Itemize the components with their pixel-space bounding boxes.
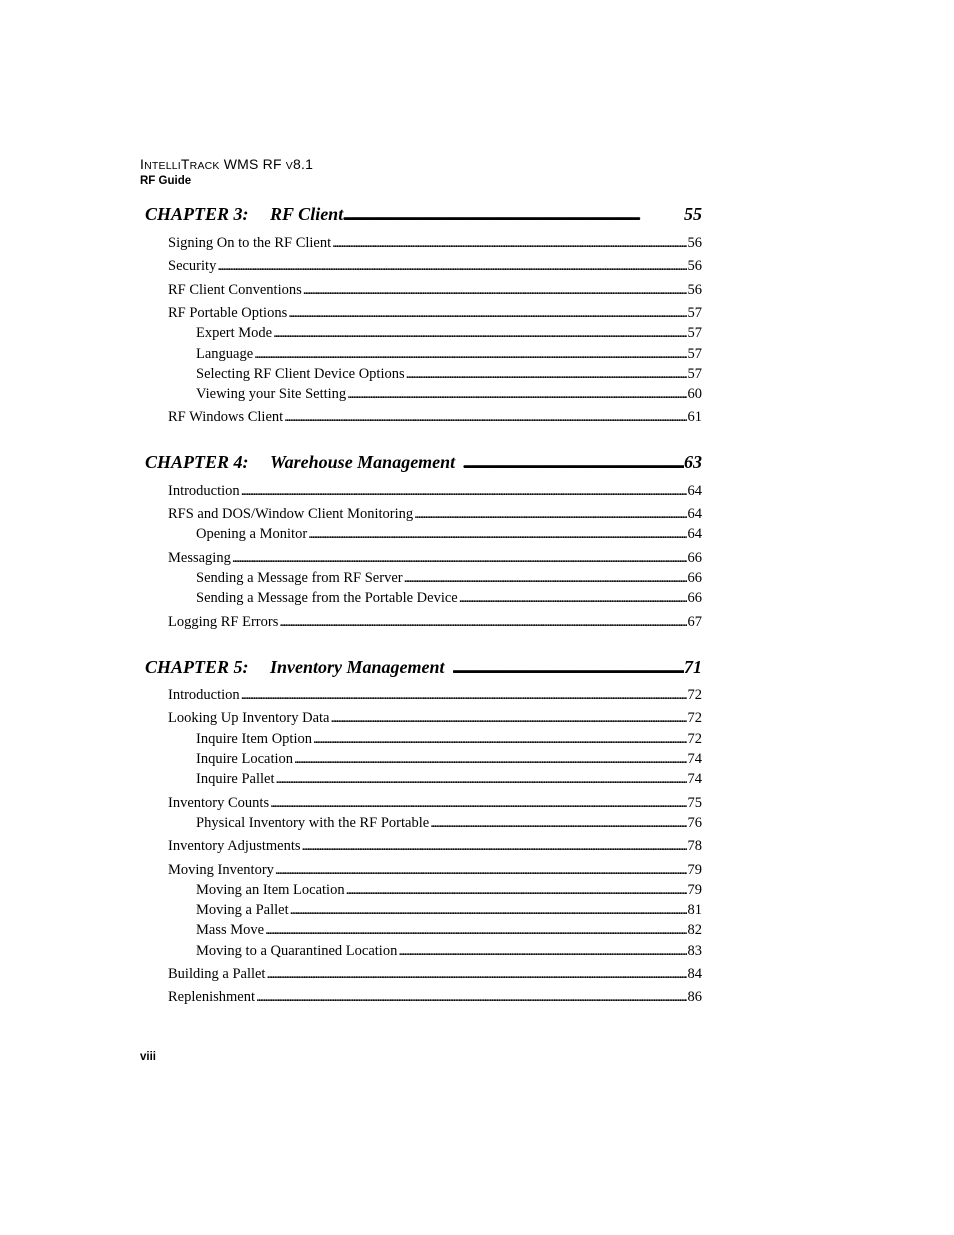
toc-entry-page: 78 <box>687 838 702 854</box>
chapter-title: Warehouse Management <box>270 452 456 472</box>
dot-leader <box>294 751 686 768</box>
toc-entry[interactable] <box>168 282 702 299</box>
running-header-title: INTELLITRACK WMS RF V8.1 <box>140 156 314 172</box>
dot-leader <box>347 386 686 403</box>
toc-entry-page: 57 <box>687 305 702 321</box>
toc-entry-label: Inquire Pallet <box>196 771 275 787</box>
toc-entry-page: 64 <box>687 483 702 499</box>
chapter-number: CHAPTER 3: <box>145 204 249 224</box>
dot-leader <box>276 771 687 788</box>
dot-leader <box>303 282 687 299</box>
toc-entry-page: 86 <box>687 989 702 1005</box>
toc-subentry[interactable] <box>196 902 702 919</box>
toc-entry-page: 72 <box>687 687 702 703</box>
dot-leader <box>241 483 687 500</box>
dot-leader <box>414 506 686 523</box>
dot-leader <box>302 838 687 855</box>
toc-entry-label: Physical Inventory with the RF Portable <box>196 815 430 831</box>
toc-subentry[interactable] <box>196 526 702 543</box>
dot-leader <box>241 687 687 704</box>
toc-entry-page: 57 <box>687 346 702 362</box>
chapter-title: RF Client <box>270 204 344 224</box>
toc-entry-label: Sending a Message from the Portable Device <box>196 590 458 606</box>
toc-entry-page: 66 <box>687 570 702 586</box>
toc-entry-page: 56 <box>687 235 702 251</box>
dot-leader <box>463 452 684 473</box>
dot-leader <box>217 258 686 275</box>
toc-entry[interactable] <box>168 795 702 812</box>
toc-entry-label: Signing On to the RF Client <box>168 235 332 251</box>
toc-entry-label: Introduction <box>168 687 240 703</box>
chapter-number: CHAPTER 4: <box>145 452 249 472</box>
toc-entry-page: 74 <box>687 751 702 767</box>
toc-entry-label: Replenishment <box>168 989 255 1005</box>
toc-entry-label: Inquire Item Option <box>196 731 312 747</box>
dot-leader <box>346 882 687 899</box>
dot-leader <box>343 204 684 225</box>
toc-subentry[interactable] <box>196 386 702 403</box>
toc-chapter-heading[interactable] <box>145 452 702 473</box>
toc-subentry[interactable] <box>196 943 702 960</box>
toc-entry-label: Building a Pallet <box>168 966 266 982</box>
dot-leader <box>332 235 686 252</box>
toc-subentry[interactable] <box>196 731 702 748</box>
toc-entry-page: 67 <box>687 614 702 630</box>
dot-leader <box>459 590 687 607</box>
toc-entry-label: Inventory Adjustments <box>168 838 301 854</box>
dot-leader <box>275 862 687 879</box>
toc-entry[interactable] <box>168 305 702 322</box>
toc-entry[interactable] <box>168 614 702 631</box>
toc-entry-label: Moving to a Quarantined Location <box>196 943 398 959</box>
toc-entry-label: Viewing your Site Setting <box>196 386 347 402</box>
toc-entry-label: Mass Move <box>196 922 265 938</box>
toc-entry-label: Expert Mode <box>196 325 273 341</box>
toc-subentry[interactable] <box>196 366 702 383</box>
dot-leader <box>308 526 686 543</box>
toc-chapter-heading[interactable] <box>145 657 702 678</box>
dot-leader <box>290 902 687 919</box>
toc-entry-label: Security <box>168 258 217 274</box>
toc-subentry[interactable] <box>196 346 702 363</box>
toc-subentry[interactable] <box>196 325 702 342</box>
toc-entry-label: Looking Up Inventory Data <box>168 710 330 726</box>
dot-leader <box>254 346 686 363</box>
toc-entry-page: 76 <box>687 815 702 831</box>
toc-entry-page: 64 <box>687 506 702 522</box>
toc-entry[interactable] <box>168 838 702 855</box>
toc-entry-label: Moving Inventory <box>168 862 274 878</box>
toc-entry-page: 75 <box>687 795 702 811</box>
toc-entry[interactable] <box>168 483 702 500</box>
toc-entry[interactable] <box>168 235 702 252</box>
toc-entry-label: Inventory Counts <box>168 795 270 811</box>
toc-entry-label: Introduction <box>168 483 240 499</box>
toc-entry-page: 79 <box>687 862 702 878</box>
toc-entry[interactable] <box>168 862 702 879</box>
toc-entry-label: RF Windows Client <box>168 409 284 425</box>
toc-entry-page: 66 <box>687 590 702 606</box>
toc-entry-page: 84 <box>687 966 702 982</box>
toc-entry[interactable] <box>168 506 702 523</box>
toc-entry-label: Logging RF Errors <box>168 614 279 630</box>
toc-entry-page: 56 <box>687 282 702 298</box>
toc-entry-label: Selecting RF Client Device Options <box>196 366 405 382</box>
toc-subentry[interactable] <box>196 771 702 788</box>
toc-entry[interactable] <box>168 710 702 727</box>
chapter-page: 63 <box>684 452 702 472</box>
toc-entry-page: 74 <box>687 771 702 787</box>
toc-entry-page: 56 <box>687 258 702 274</box>
dot-leader <box>279 614 686 631</box>
toc-entry-page: 79 <box>687 882 702 898</box>
chapter-title: Inventory Management <box>270 657 445 677</box>
toc-entry-label: Language <box>196 346 254 362</box>
chapter-page: 55 <box>684 204 702 224</box>
toc-entry[interactable] <box>168 989 702 1006</box>
toc-entry-label: RF Client Conventions <box>168 282 302 298</box>
toc-entry-label: RF Portable Options <box>168 305 288 321</box>
dot-leader <box>270 795 686 812</box>
toc-entry-page: 72 <box>687 731 702 747</box>
toc-subentry[interactable] <box>196 570 702 587</box>
toc-entry-page: 83 <box>687 943 702 959</box>
dot-leader <box>404 570 687 587</box>
toc-entry-label: RFS and DOS/Window Client Monitoring <box>168 506 414 522</box>
dot-leader <box>288 305 686 322</box>
toc-subentry[interactable] <box>196 815 702 832</box>
toc-entry-label: Opening a Monitor <box>196 526 308 542</box>
toc-entry-page: 60 <box>687 386 702 402</box>
toc-entry[interactable] <box>168 966 702 983</box>
page-number: viii <box>140 1051 156 1063</box>
dot-leader <box>453 657 684 678</box>
dot-leader <box>273 325 686 342</box>
dot-leader <box>266 966 686 983</box>
dot-leader <box>406 366 687 383</box>
chapter-number: CHAPTER 5: <box>145 657 249 677</box>
toc-entry[interactable] <box>168 550 702 567</box>
toc-chapter-heading[interactable] <box>145 204 702 225</box>
toc-entry-label: Moving a Pallet <box>196 902 289 918</box>
toc-entry-label: Messaging <box>168 550 231 566</box>
toc-entry-label: Moving an Item Location <box>196 882 345 898</box>
toc-entry-page: 81 <box>687 902 702 918</box>
toc-entry-page: 66 <box>687 550 702 566</box>
toc-subentry[interactable] <box>196 922 702 939</box>
toc-entry[interactable] <box>168 687 702 704</box>
toc-entry-label: Sending a Message from RF Server <box>196 570 403 586</box>
toc-entry-page: 72 <box>687 710 702 726</box>
toc-subentry[interactable] <box>196 590 702 607</box>
toc-entry-page: 82 <box>687 922 702 938</box>
toc-entry-label: Inquire Location <box>196 751 294 767</box>
toc-entry-page: 57 <box>687 366 702 382</box>
toc-entry-page: 61 <box>687 409 702 425</box>
toc-entry[interactable] <box>168 258 702 275</box>
toc-entry[interactable] <box>168 409 702 426</box>
dot-leader <box>398 943 686 960</box>
toc-subentry[interactable] <box>196 882 702 899</box>
dot-leader <box>265 922 686 939</box>
chapter-page: 71 <box>684 657 702 677</box>
toc-subentry[interactable] <box>196 751 702 768</box>
dot-leader <box>256 989 687 1006</box>
running-header-subtitle: RF Guide <box>140 175 192 187</box>
dot-leader <box>330 710 686 727</box>
dot-leader <box>232 550 687 567</box>
toc-entry-page: 57 <box>687 325 702 341</box>
dot-leader <box>313 731 687 748</box>
dot-leader <box>430 815 686 832</box>
toc-entry-page: 64 <box>687 526 702 542</box>
dot-leader <box>284 409 686 426</box>
